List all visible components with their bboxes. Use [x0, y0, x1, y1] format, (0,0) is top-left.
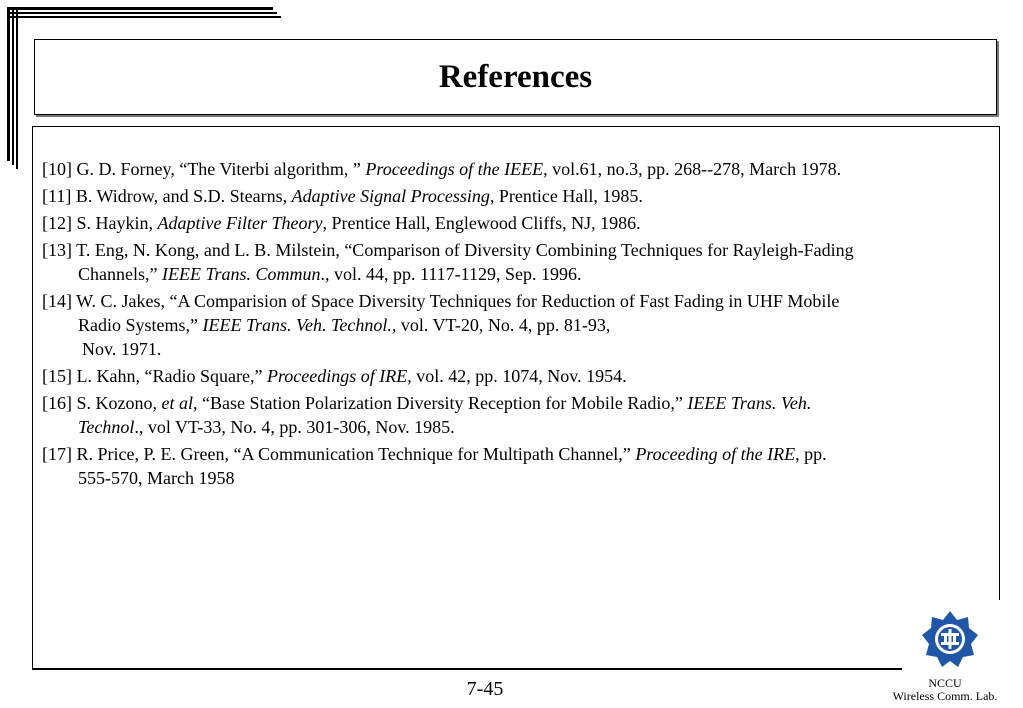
reference-text: , Prentice Hall, 1985.: [489, 186, 643, 206]
reference-item: [42, 184, 992, 208]
lab-line: NCCU: [928, 676, 962, 690]
reference-source-italic: IEEE Trans. Commun: [161, 264, 321, 284]
reference-text: ., vol VT-33, No. 4, pp. 301-306, Nov. 1985.: [134, 417, 455, 437]
reference-text: ., vol. 44, pp. 1117-1129, Sep. 1996.: [320, 264, 582, 284]
reference-number: [12]: [42, 213, 72, 233]
reference-number: [13]: [42, 240, 72, 260]
reference-item: [42, 157, 992, 181]
reference-item: [42, 238, 992, 286]
reference-item: [42, 364, 992, 388]
reference-text: 555-570, March 1958: [78, 468, 235, 488]
reference-text: Channels,”: [78, 264, 162, 284]
reference-text: , “Base Station Polarization Diversity Reception for Mobile Radio,”: [193, 393, 688, 413]
reference-number: [11]: [42, 186, 72, 206]
reference-source-italic: Adaptive Filter Theory: [157, 213, 323, 233]
reference-text: , Prentice Hall, Englewood Cliffs, NJ, 1986.: [322, 213, 641, 233]
reference-continuation-line: [78, 466, 992, 490]
reference-item: [42, 391, 992, 439]
reference-item: [42, 442, 992, 490]
frame-line-top-1: [7, 7, 273, 10]
lab-line: Wireless Comm. Lab.: [892, 689, 998, 703]
reference-number: [15]: [42, 366, 72, 386]
slide-title: References: [438, 58, 593, 95]
reference-continuation-line: [78, 415, 992, 439]
reference-source-italic: Proceedings of the IEEE: [365, 159, 544, 179]
frame-line-left-2: [12, 7, 14, 165]
reference-source-italic: IEEE Trans. Veh.: [687, 393, 812, 413]
reference-number: [17]: [42, 444, 72, 464]
reference-text: , vol.61, no.3, pp. 268--278, March 1978.: [543, 159, 842, 179]
reference-text: W. C. Jakes, “A Comparision of Space Diversity Techniques for Reduction of Fast Fading in UHF Mobile: [72, 291, 840, 311]
reference-text: B. Widrow, and S.D. Stearns,: [71, 186, 292, 206]
reference-source-italic: Proceedings of IRE,: [266, 366, 412, 386]
reference-source-italic: Technol: [78, 417, 135, 437]
reference-text: T. Eng, N. Kong, and L. B. Milstein, “Comparison of Diversity Combining Techniques for Rayleigh-Fading: [72, 240, 854, 260]
nccu-emblem-icon: [918, 608, 982, 672]
footer-divider: [32, 668, 905, 670]
content-box: [32, 126, 1000, 668]
frame-line-top-2: [7, 12, 277, 14]
reference-text: , pp.: [795, 444, 827, 464]
reference-continuation-line: [78, 313, 992, 337]
lab-name: [880, 677, 1010, 703]
reference-text: L. Kahn, “Radio Square,”: [72, 366, 267, 386]
reference-number: [10]: [42, 159, 72, 179]
reference-list: [42, 157, 992, 493]
frame-line-top-3: [7, 16, 281, 18]
reference-source-italic: et al: [161, 393, 193, 413]
reference-number: [14]: [42, 291, 72, 311]
reference-text: S. Kozono,: [72, 393, 162, 413]
reference-text: Nov. 1971.: [82, 339, 162, 359]
frame-line-left-3: [16, 7, 18, 169]
reference-number: [16]: [42, 393, 72, 413]
reference-item: [42, 211, 992, 235]
frame-line-left-1: [7, 7, 10, 161]
reference-item: [42, 289, 992, 361]
reference-source-italic: Adaptive Signal Processing: [291, 186, 490, 206]
page-number: 7-45: [466, 678, 504, 700]
reference-text: G. D. Forney, “The Viterbi algorithm, ”: [72, 159, 366, 179]
reference-text: vol. VT-20, No. 4, pp. 81-93,: [396, 315, 611, 335]
reference-text: S. Haykin,: [72, 213, 158, 233]
reference-continuation-line: [78, 262, 992, 286]
reference-source-italic: Proceeding of the IRE: [635, 444, 796, 464]
reference-text: Radio Systems,”: [78, 315, 203, 335]
reference-continuation-line: [78, 337, 992, 361]
reference-source-italic: IEEE Trans. Veh. Technol.,: [202, 315, 397, 335]
reference-text: R. Price, P. E. Green, “A Communication Technique for Multipath Channel,”: [72, 444, 636, 464]
reference-text: vol. 42, pp. 1074, Nov. 1954.: [411, 366, 627, 386]
title-box: [34, 39, 997, 115]
